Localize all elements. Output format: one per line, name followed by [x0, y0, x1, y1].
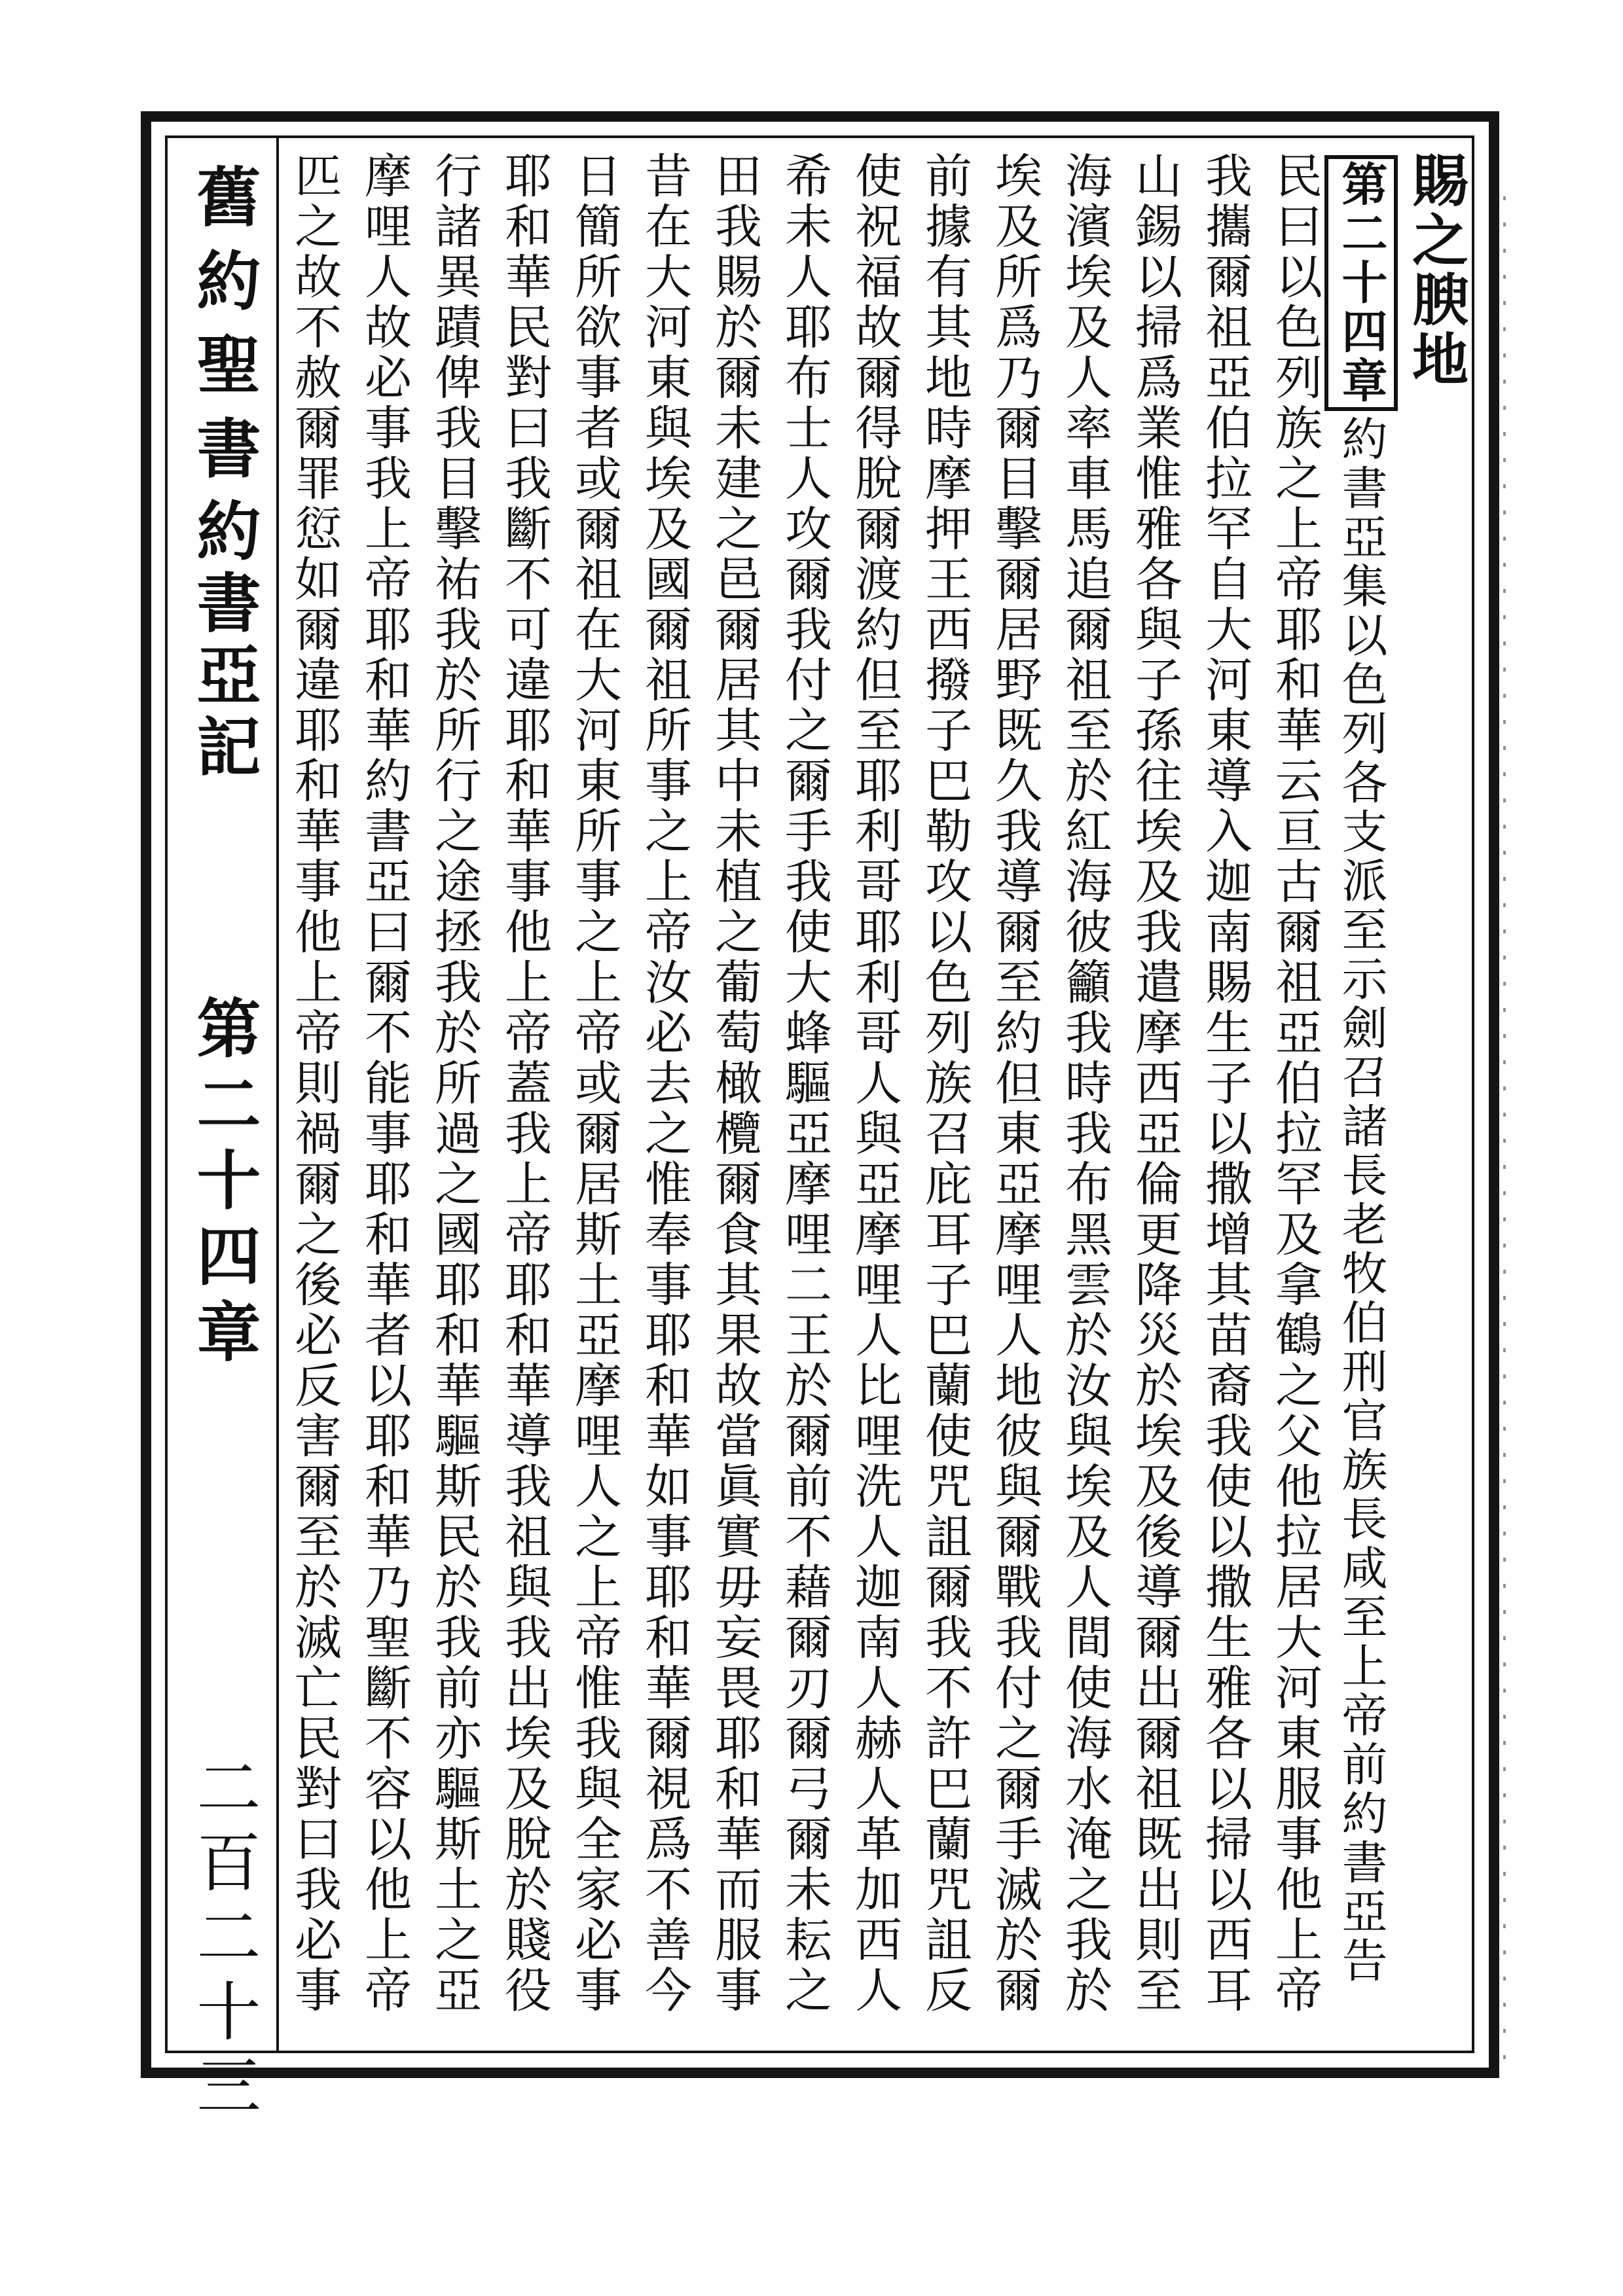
column-text: 行諸異蹟俾我目擊祐我於所行之途拯我於所過之國耶和華驅斯民於我前亦驅斯土之亞: [427, 151, 482, 2016]
column-text: 海濱埃及人率車馬追爾祖至於紅海彼籲我時我布黑雲於汝與埃及人間使海水淹之我於: [1057, 151, 1112, 2016]
page-number: 二百二十三: [186, 1754, 261, 2127]
column-text: 使祝福故爾得脫爾渡約但至耶利哥耶利哥人與亞摩哩人比哩洗人迦南人赫人革加西人: [847, 151, 902, 2016]
scan-edge-artifact: [1503, 196, 1506, 2081]
text-column: [1262, 151, 1328, 2036]
column-text: 約書亞集以色列各支派至示劍召諸長老牧伯刑官族長咸至上帝前約書亞告: [1334, 415, 1388, 1986]
text-column: [562, 151, 627, 2036]
text-column: [1192, 151, 1258, 2036]
book-title: 舊約聖書: [186, 164, 261, 499]
heading-column: [1402, 151, 1468, 2036]
column-text: 昔在大河東與埃及國爾祖所事之上帝汝必去之惟奉事耶和華如事耶和華爾視爲不善今: [637, 151, 692, 2016]
text-column: [282, 151, 347, 2036]
column-text: 我攜爾祖亞伯拉罕自大河東導入迦南賜生子以撒增其苗裔我使以撒生雅各以掃以西耳: [1197, 151, 1252, 2016]
text-column: [982, 151, 1048, 2036]
text-column: [1052, 151, 1118, 2036]
text-column: [352, 151, 417, 2036]
text-column: [632, 151, 697, 2036]
column-text-with-chapter-marker: [1324, 151, 1398, 1986]
chapter-marker: 第二十四章: [1324, 155, 1398, 411]
column-text: 摩哩人故必事我上帝耶和華約書亞曰爾不能事耶和華者以耶和華乃聖斷不容以他上帝: [357, 151, 412, 2016]
text-column: [702, 151, 767, 2036]
column-text: 前據有其地時摩押王西撥子巴勒攻以色列族召庇耳子巴蘭使咒詛爾我不許巴蘭咒詛反: [917, 151, 972, 2016]
text-columns: [282, 138, 1473, 2051]
text-column: [1122, 151, 1188, 2036]
heading-text: 賜之腴地: [1402, 151, 1468, 389]
column-text: 耶和華民對曰我斷不可違耶和華事他上帝蓋我上帝耶和華導我祖與我出埃及脫於賤役: [497, 151, 552, 2016]
column-text: 匹之故不赦爾罪愆如爾違耶和華事他上帝則禍爾之後必反害爾至於滅亡民對曰我必事: [287, 151, 342, 2016]
text-column: [842, 151, 907, 2036]
column-text: 田我賜於爾未建之邑爾居其中未植之葡萄橄欖爾食其果故當眞實毋妄畏耶和華而服事: [707, 151, 762, 2016]
column-text: 日簡所欲事者或爾祖在大河東所事之上帝或爾居斯土亞摩哩人之上帝惟我與全家必事: [567, 151, 622, 2016]
column-text: 民曰以色列族之上帝耶和華云亘古爾祖亞伯拉罕及拿鶴之父他拉居大河東服事他上帝: [1267, 151, 1322, 2016]
text-column: [492, 151, 557, 2036]
book-name: 約書亞記: [186, 497, 261, 785]
column-text: 希未人耶布士人攻爾我付之爾手我使大蜂驅亞摩哩二王於爾前不藉爾刃爾弓爾未耘之: [777, 151, 832, 2016]
text-column: [422, 151, 487, 2036]
column-text: 埃及所爲乃爾目擊爾居野既久我導爾至約但東亞摩哩人地彼與爾戰我付之爾手滅於爾: [987, 151, 1042, 2016]
text-column: [912, 151, 977, 2036]
column-text: 山錫以掃爲業惟雅各與子孫往埃及我遣摩西亞倫更降災於埃及後導爾出爾祖既出則至: [1127, 151, 1182, 2016]
chapter-label: 第二十四章: [186, 995, 261, 1374]
text-column: [772, 151, 837, 2036]
text-column: [1332, 151, 1398, 2036]
